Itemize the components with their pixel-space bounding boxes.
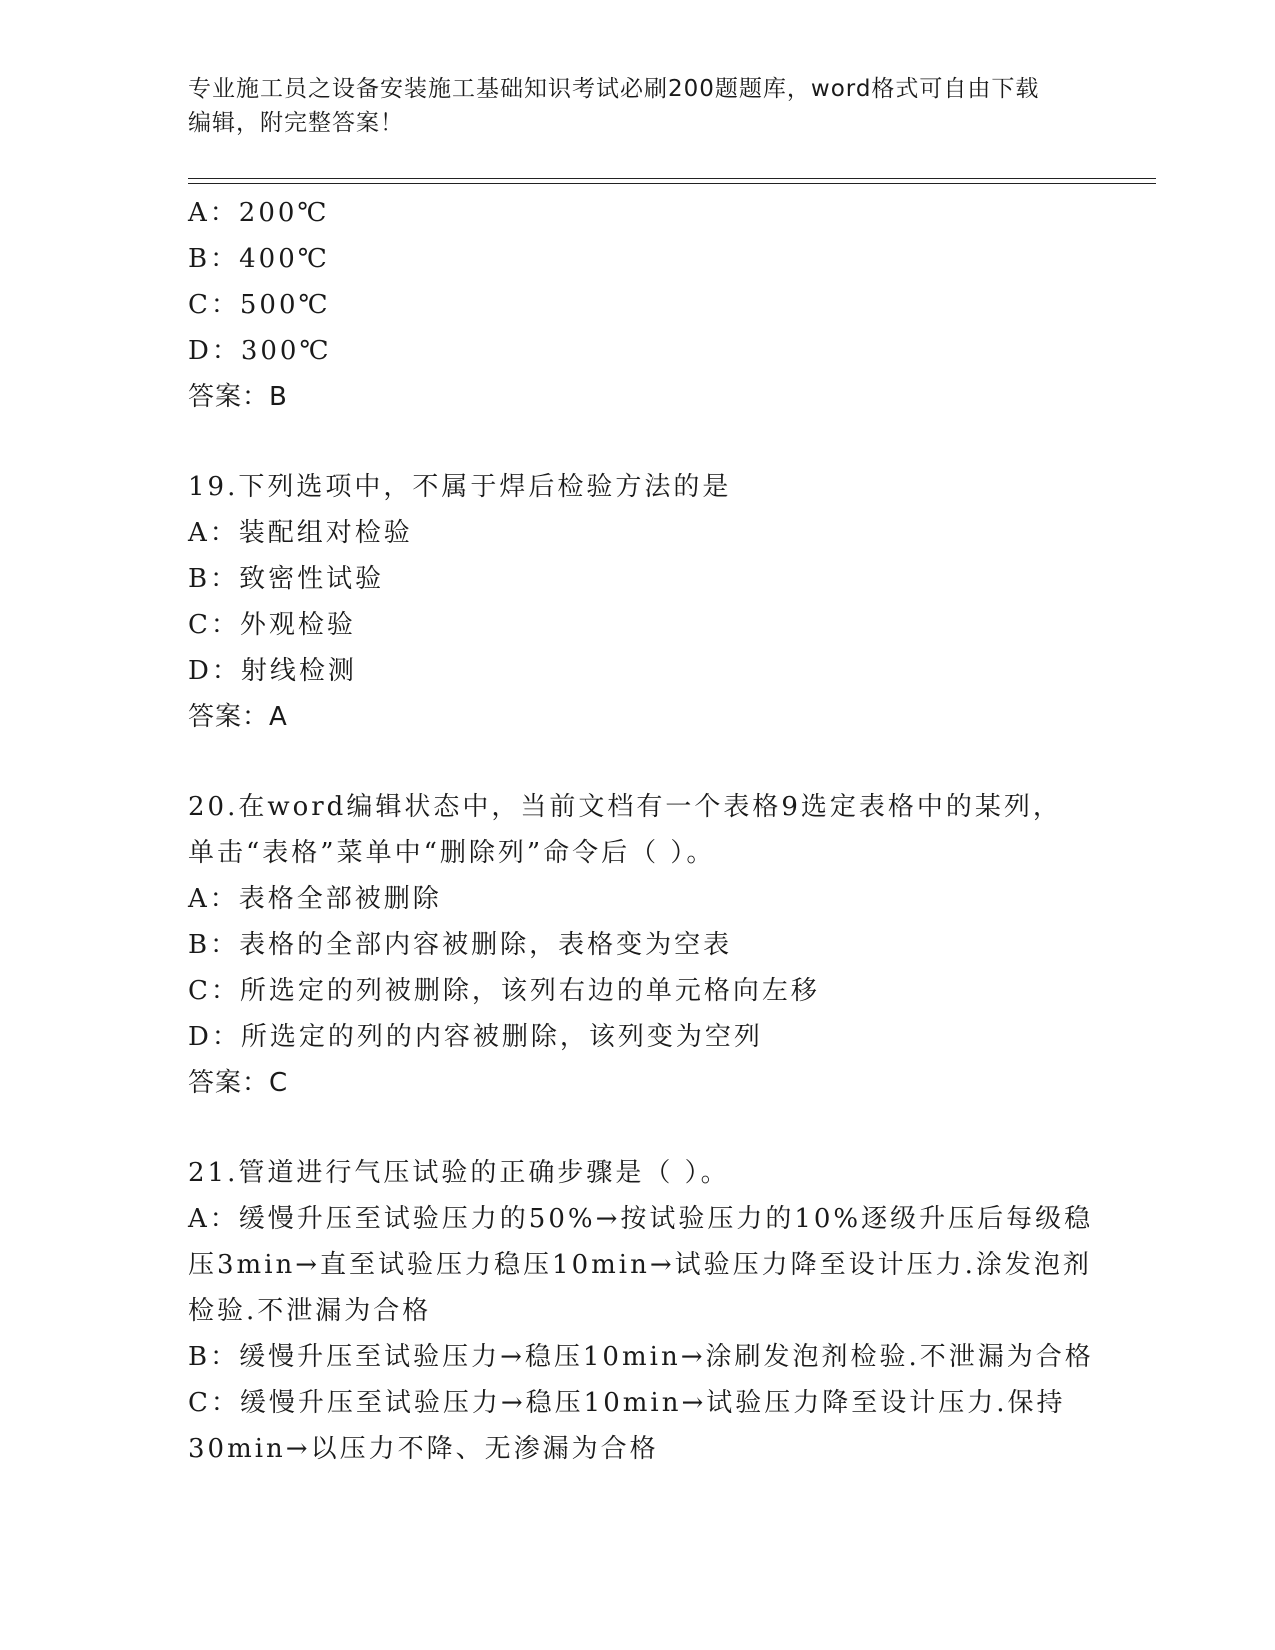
document-header <box>188 72 1088 140</box>
question-20 <box>188 784 1088 1106</box>
q20-stem-line-1: 20.在word编辑状态中，当前文档有一个表格9选定表格中的某列， <box>188 792 1062 822</box>
q21-option-c-line-2: 30min→以压力不降、无渗漏为合格 <box>188 1434 659 1464</box>
q21-option-a-line-2: 压3min→直至试验压力稳压10min→试验压力降至设计压力.涂发泡剂 <box>188 1250 1092 1280</box>
q19-option-c: C：外观检验 <box>188 610 356 640</box>
q20-answer: 答案：C <box>188 1068 289 1098</box>
q18-option-a: A：200℃ <box>188 198 330 228</box>
q20-option-c: C：所选定的列被删除，该列右边的单元格向左移 <box>188 976 820 1006</box>
q19-answer: 答案：A <box>188 702 288 732</box>
q20-option-a: A：表格全部被删除 <box>188 884 442 914</box>
q21-option-a-line-3: 检验.不泄漏为合格 <box>188 1296 432 1326</box>
spacer <box>188 1106 1088 1150</box>
q19-option-d: D：射线检测 <box>188 656 357 686</box>
question-18 <box>188 190 1088 420</box>
spacer <box>188 420 1088 464</box>
q20-option-d: D：所选定的列的内容被删除，该列变为空列 <box>188 1022 763 1052</box>
header-divider-bottom <box>188 183 1156 184</box>
q18-option-b: B：400℃ <box>188 244 330 274</box>
q19-option-a: A：装配组对检验 <box>188 518 413 548</box>
q20-option-b: B：表格的全部内容被删除，表格变为空表 <box>188 930 733 960</box>
question-21 <box>188 1150 1094 1472</box>
q21-option-b: B：缓慢升压至试验压力→稳压10min→涂刷发泡剂检验.不泄漏为合格 <box>188 1342 1094 1372</box>
header-title-line-2: 编辑，附完整答案！ <box>188 110 404 136</box>
q18-option-c: C：500℃ <box>188 290 331 320</box>
header-divider-top <box>188 178 1156 179</box>
q18-answer: 答案：B <box>188 382 288 412</box>
question-19 <box>188 464 1088 740</box>
header-title-line-1: 专业施工员之设备安装施工基础知识考试必刷200题题库，word格式可自由下载 <box>188 76 1040 102</box>
q20-stem-line-2: 单击“表格”菜单中“删除列”命令后（ ）。 <box>188 838 716 868</box>
q21-option-a-line-1: A：缓慢升压至试验压力的50%→按试验压力的10%逐级升压后每级稳 <box>188 1204 1094 1234</box>
q19-stem: 19.下列选项中，不属于焊后检验方法的是 <box>188 472 732 502</box>
q21-stem: 21.管道进行气压试验的正确步骤是（ ）。 <box>188 1158 730 1188</box>
q21-option-c-line-1: C：缓慢升压至试验压力→稳压10min→试验压力降至设计压力.保持 <box>188 1388 1066 1418</box>
q18-option-d: D：300℃ <box>188 336 332 366</box>
q19-option-b: B：致密性试验 <box>188 564 385 594</box>
spacer <box>188 740 1088 784</box>
document-body <box>188 190 1094 1472</box>
